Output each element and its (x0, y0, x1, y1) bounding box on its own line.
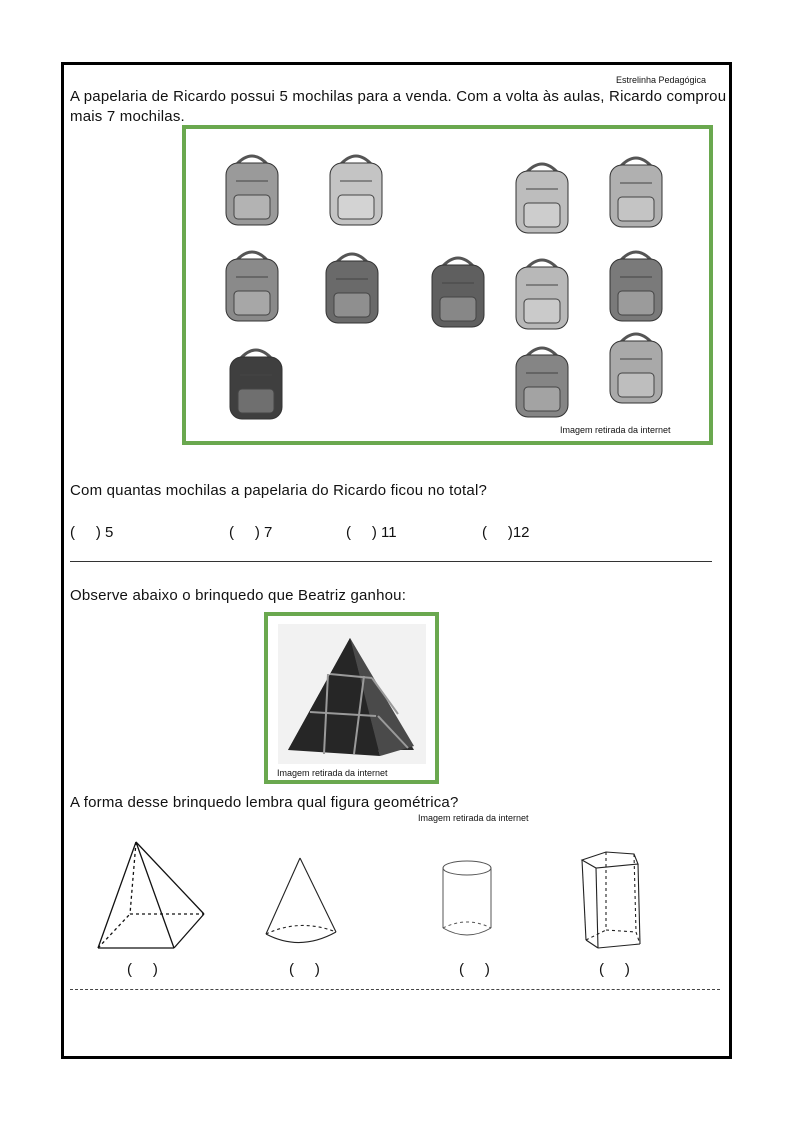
separator-dashed-line (70, 989, 720, 990)
pyramid-toy-illustration (268, 616, 435, 766)
q2-option-cone[interactable]: ( ) (289, 961, 320, 978)
backpack (226, 252, 278, 321)
toy-image-frame (264, 612, 439, 784)
header-credit: Estrelinha Pedagógica (616, 75, 707, 85)
q1-option-5[interactable]: ( ) 5 (70, 524, 114, 541)
q2-option-prism[interactable]: ( ) (599, 961, 630, 978)
backpack (610, 334, 662, 403)
q1-intro-line2: mais 7 mochilas. (70, 108, 185, 125)
q1-question: Com quantas mochilas a papelaria do Ricardo ficou no total? (70, 482, 488, 499)
separator-line (70, 561, 712, 562)
cone-shape-icon (258, 852, 348, 948)
q1-option-12[interactable]: ( )12 (482, 524, 530, 541)
backpacks-image-frame (182, 125, 713, 445)
backpack (516, 164, 568, 233)
backpacks-illustration (186, 129, 709, 441)
shapes-image-credit: Imagem retirada da internet (418, 813, 529, 823)
backpack (516, 260, 568, 329)
cylinder-shape-icon (436, 856, 498, 942)
toy-image-credit: Imagem retirada da internet (277, 768, 388, 778)
backpack (610, 252, 662, 321)
prism-shape-icon (576, 846, 652, 952)
q2-option-cylinder[interactable]: ( ) (459, 961, 490, 978)
backpack (516, 348, 568, 417)
q2-intro: Observe abaixo o brinquedo que Beatriz ganhou: (70, 587, 407, 604)
q2-option-pyramid[interactable]: ( ) (127, 961, 158, 978)
q1-option-7[interactable]: ( ) 7 (229, 524, 273, 541)
backpack (326, 254, 378, 323)
backpack (226, 156, 278, 225)
q1-option-11[interactable]: ( ) 11 (346, 524, 397, 541)
backpack (330, 156, 382, 225)
q1-intro-line1: A papelaria de Ricardo possui 5 mochilas para a venda. Com a volta às aulas, Ricardo comprou (70, 88, 727, 105)
pyramid-shape-icon (90, 832, 210, 958)
backpack (432, 258, 484, 327)
backpacks-image-credit: Imagem retirada da internet (560, 425, 671, 435)
q2-question: A forma desse brinquedo lembra qual figura geométrica? (70, 794, 459, 811)
backpack (610, 158, 662, 227)
backpack (230, 350, 282, 419)
